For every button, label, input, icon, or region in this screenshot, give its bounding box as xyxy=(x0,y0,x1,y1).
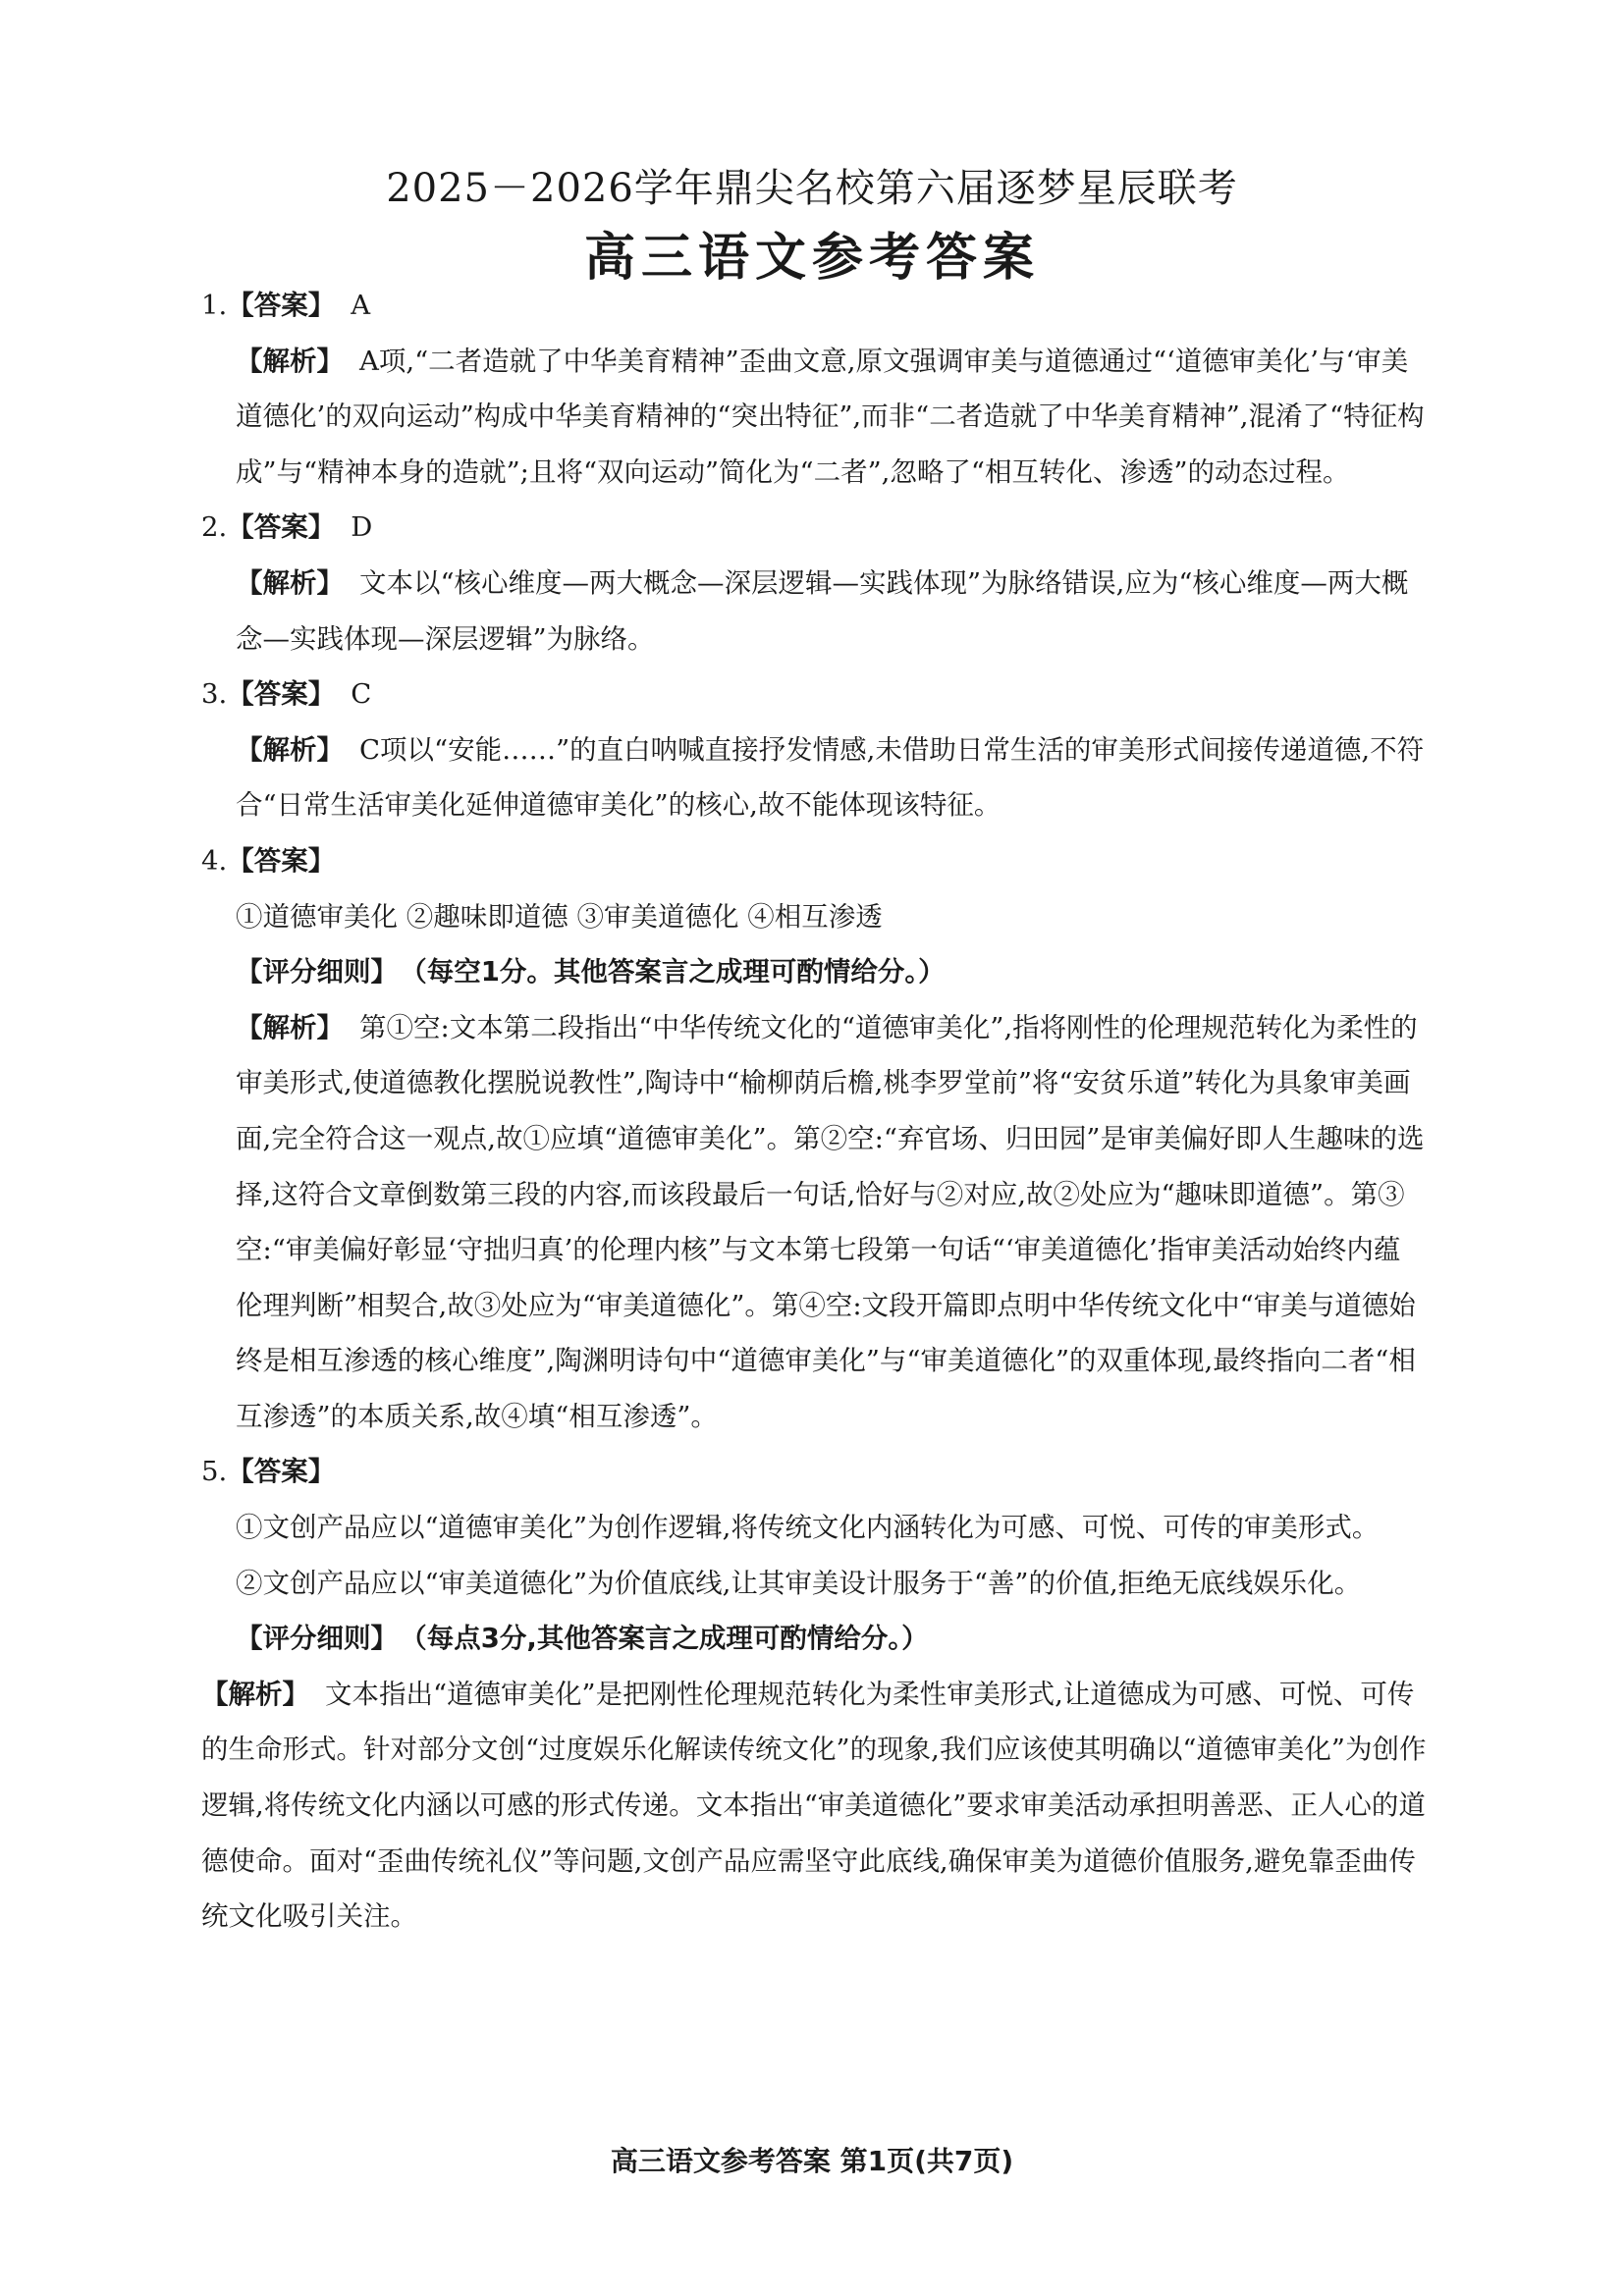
q4-analysis-text: 第①空:文本第二段指出“中华传统文化的“道德审美化”,指将刚性的伦理规范转化为柔性的审美形式,使道德教化摆脱说教性”,陶诗中“榆柳荫后檐,桃李罗堂前”将“安贫乐道”转化为具象审美画面,完全符合这一观点,故①应填“道德审美化”。第②空:“弃官场、归田园”是审美偏好即人生趣味的选择,这符合文章倒数第三段的内容,而该段最后一句话,恰好与②对应,故②处应为“趣味即道德”。第③空:“审美偏好彰显‘守拙归真’的伦理内核”与文本第七段第一句话“‘审美道德化’指审美活动始终内蕴伦理判断”相契合,故③处应为“审美道德化”。第④空:文段开篇即点明中华传统文化中“审美与道德始终是相互渗透的核心维度”,陶渊明诗句中“道德审美化”与“审美道德化”的双重体现,最终指向二者“相互渗透”的本质关系,故④填“相互渗透”。 xyxy=(236,1011,1425,1432)
q2-analysis-text: 文本以“核心维度—两大概念—深层逻辑—实践体现”为脉络错误,应为“核心维度—两大概念—实践体现—深层逻辑”为脉络。 xyxy=(236,566,1409,655)
q2-answer-value: D xyxy=(351,511,373,544)
q1-analysis-text: A项,“二者造就了中华美育精神”歪曲文意,原文强调审美与道德通过“‘道德审美化’与‘审美道德化’的双向运动”构成中华美育精神的“突出特征”,而非“二者造就了中华美育精神”,混淆了“特征构成”与“精神本身的造就”;且将“双向运动”简化为“二者”,忽略了“相互转化、渗透”的动态过程。 xyxy=(236,345,1425,488)
q3-analysis xyxy=(201,722,1427,833)
q3-answer-value: C xyxy=(351,678,372,711)
q5-answer-tag: 【答案】 xyxy=(227,1456,336,1488)
q2-answer-tag: 【答案】 xyxy=(227,511,336,544)
q3-analysis-tag: 【解析】 xyxy=(236,733,344,766)
q3-number: 3. xyxy=(201,678,228,711)
q4-analysis xyxy=(201,1000,1427,1445)
q4-scoring-tag: 【评分细则】 xyxy=(236,956,398,988)
q5-analysis-text: 文本指出“道德审美化”是把刚性伦理规范转化为柔性审美形式,让道德成为可感、可悦、可传的生命形式。针对部分文创“过度娱乐化解读传统文化”的现象,我们应该使其明确以“道德审美化”为创作逻辑,将传统文化内涵以可感的形式传递。文本指出“审美道德化”要求审美活动承担明善恶、正人心的道德使命。面对“歪曲传统礼仪”等问题,文创产品应需坚守此底线,确保审美为道德价值服务,避免靠歪曲传统文化吸引关注。 xyxy=(201,1678,1427,1933)
q4-analysis-tag: 【解析】 xyxy=(236,1011,344,1043)
q5-scoring-tag: 【评分细则】 xyxy=(236,1623,398,1655)
q3-answer-tag: 【答案】 xyxy=(227,678,336,711)
q1-analysis xyxy=(201,334,1427,501)
q5-point-1: ①文创产品应以“道德审美化”为创作逻辑,将传统文化内涵转化为可感、可悦、可传的审美形式。 xyxy=(236,1512,1380,1544)
exam-title: 2025－2026学年鼎尖名校第六届逐梦星辰联考 xyxy=(386,166,1238,211)
q3-analysis-text: C项以“安能……”的直白呐喊直接抒发情感,未借助日常生活的审美形式间接传递道德,不符合“日常生活审美化延伸道德审美化”的核心,故不能体现该特征。 xyxy=(236,733,1425,822)
q1-answer-value: A xyxy=(351,290,371,321)
q5-scoring-text: （每点3分,其他答案言之成理可酌情给分。） xyxy=(413,1623,929,1655)
document-title: 高三语文参考答案 xyxy=(583,229,1040,288)
q4-scoring xyxy=(201,944,1427,1000)
q3-answer xyxy=(201,667,1427,722)
q4-answer xyxy=(201,833,1427,889)
q1-analysis-tag: 【解析】 xyxy=(236,345,344,377)
q2-answer xyxy=(201,500,1427,556)
q4-answer-tag: 【答案】 xyxy=(227,844,336,877)
q1-answer-tag: 【答案】 xyxy=(227,290,336,321)
q2-analysis xyxy=(201,556,1427,667)
q1-number: 1. xyxy=(201,290,228,321)
answer-content xyxy=(201,278,1427,1945)
q5-analysis-tag: 【解析】 xyxy=(201,1678,309,1710)
q5-answer xyxy=(201,1444,1427,1500)
q4-answer-line: ①道德审美化 ②趣味即道德 ③审美道德化 ④相互渗透 xyxy=(236,900,883,933)
q4-scoring-text: （每空1分。其他答案言之成理可酌情给分。） xyxy=(413,956,946,988)
q5-analysis xyxy=(201,1667,1427,1945)
q5-scoring xyxy=(201,1611,1427,1667)
q5-point-2: ②文创产品应以“审美道德化”为价值底线,让其审美设计服务于“善”的价值,拒绝无底线娱乐化。 xyxy=(236,1567,1362,1599)
q2-number: 2. xyxy=(201,511,228,544)
page-footer: 高三语文参考答案 第1页(共7页) xyxy=(610,2145,1014,2177)
q2-analysis-tag: 【解析】 xyxy=(236,566,344,599)
q5-number: 5. xyxy=(201,1456,228,1488)
q4-number: 4. xyxy=(201,844,228,877)
q1-answer xyxy=(201,278,1427,334)
